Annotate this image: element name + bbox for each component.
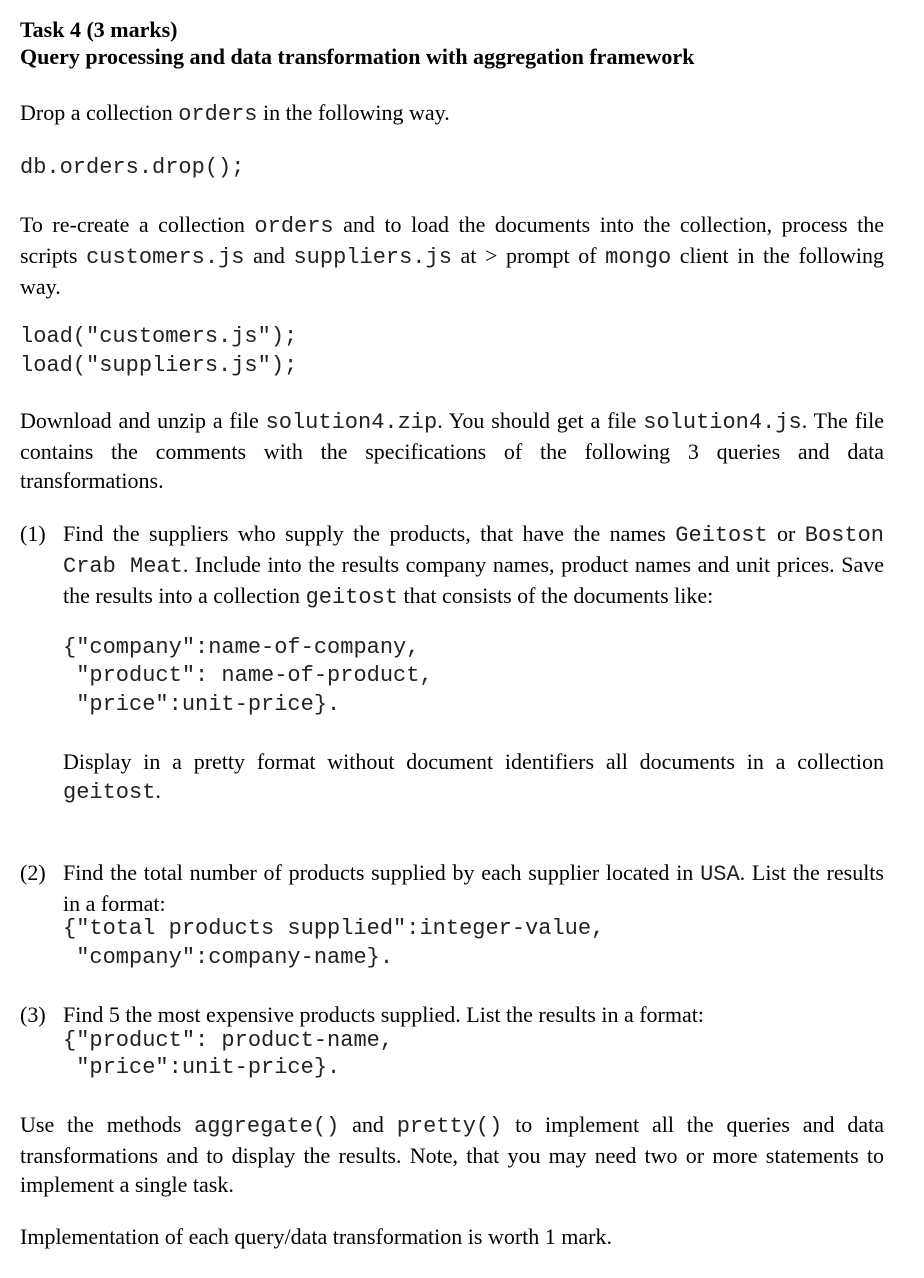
load-code-2: load("suppliers.js"); bbox=[20, 353, 298, 378]
query-1-number: (1) bbox=[20, 521, 46, 546]
query-2-text: Find the total number of products supplied by each supplier located in USA. List the results in a format: bbox=[63, 860, 884, 916]
query-3-code-2: "price":unit-price}. bbox=[63, 1055, 341, 1080]
query-3-code-1: {"product": product-name, bbox=[63, 1028, 394, 1053]
query-1-code-3: "price":unit-price}. bbox=[63, 692, 341, 717]
load-code-1: load("customers.js"); bbox=[20, 324, 298, 349]
drop-code: db.orders.drop(); bbox=[20, 155, 245, 180]
methods-paragraph: Use the methods aggregate() and pretty() to implement all the queries and data transformations and to display the results. Note, that you may need two or more statements to implement a single task. bbox=[20, 1112, 884, 1197]
query-1-display: Display in a pretty format without document identifiers all documents in a collection geitost. bbox=[63, 749, 884, 805]
query-2-code-1: {"total products supplied":integer-value, bbox=[63, 916, 605, 941]
query-3-number: (3) bbox=[20, 1002, 46, 1027]
task-subtitle: Query processing and data transformation with aggregation framework bbox=[20, 44, 695, 69]
query-1-text: Find the suppliers who supply the products, that have the names Geitost or Boston Crab Meat. Include into the results company names, product names and unit prices. Save the results into a collection geitost that consists of the documents like: bbox=[63, 521, 884, 610]
task-title: Task 4 (3 marks) bbox=[20, 17, 178, 42]
query-2-number: (2) bbox=[20, 860, 46, 885]
recreate-paragraph: To re-create a collection orders and to load the documents into the collection, process the scripts customers.js and suppliers.js at > prompt of mongo client in the following way. bbox=[20, 212, 884, 299]
query-2-code-2: "company":company-name}. bbox=[63, 945, 394, 970]
query-3-text: Find 5 the most expensive products supplied. List the results in a format: bbox=[63, 1002, 704, 1027]
download-paragraph: Download and unzip a file solution4.zip. You should get a file solution4.js. The file contains the comments with the specifications of the following 3 queries and data transformations. bbox=[20, 408, 885, 493]
query-1-code-2: "product": name-of-product, bbox=[63, 663, 433, 688]
drop-instruction: Drop a collection orders in the following way. bbox=[20, 100, 450, 127]
query-1-code-1: {"company":name-of-company, bbox=[63, 635, 420, 660]
collection-name: orders bbox=[178, 102, 258, 127]
marks-note: Implementation of each query/data transformation is worth 1 mark. bbox=[20, 1224, 612, 1249]
